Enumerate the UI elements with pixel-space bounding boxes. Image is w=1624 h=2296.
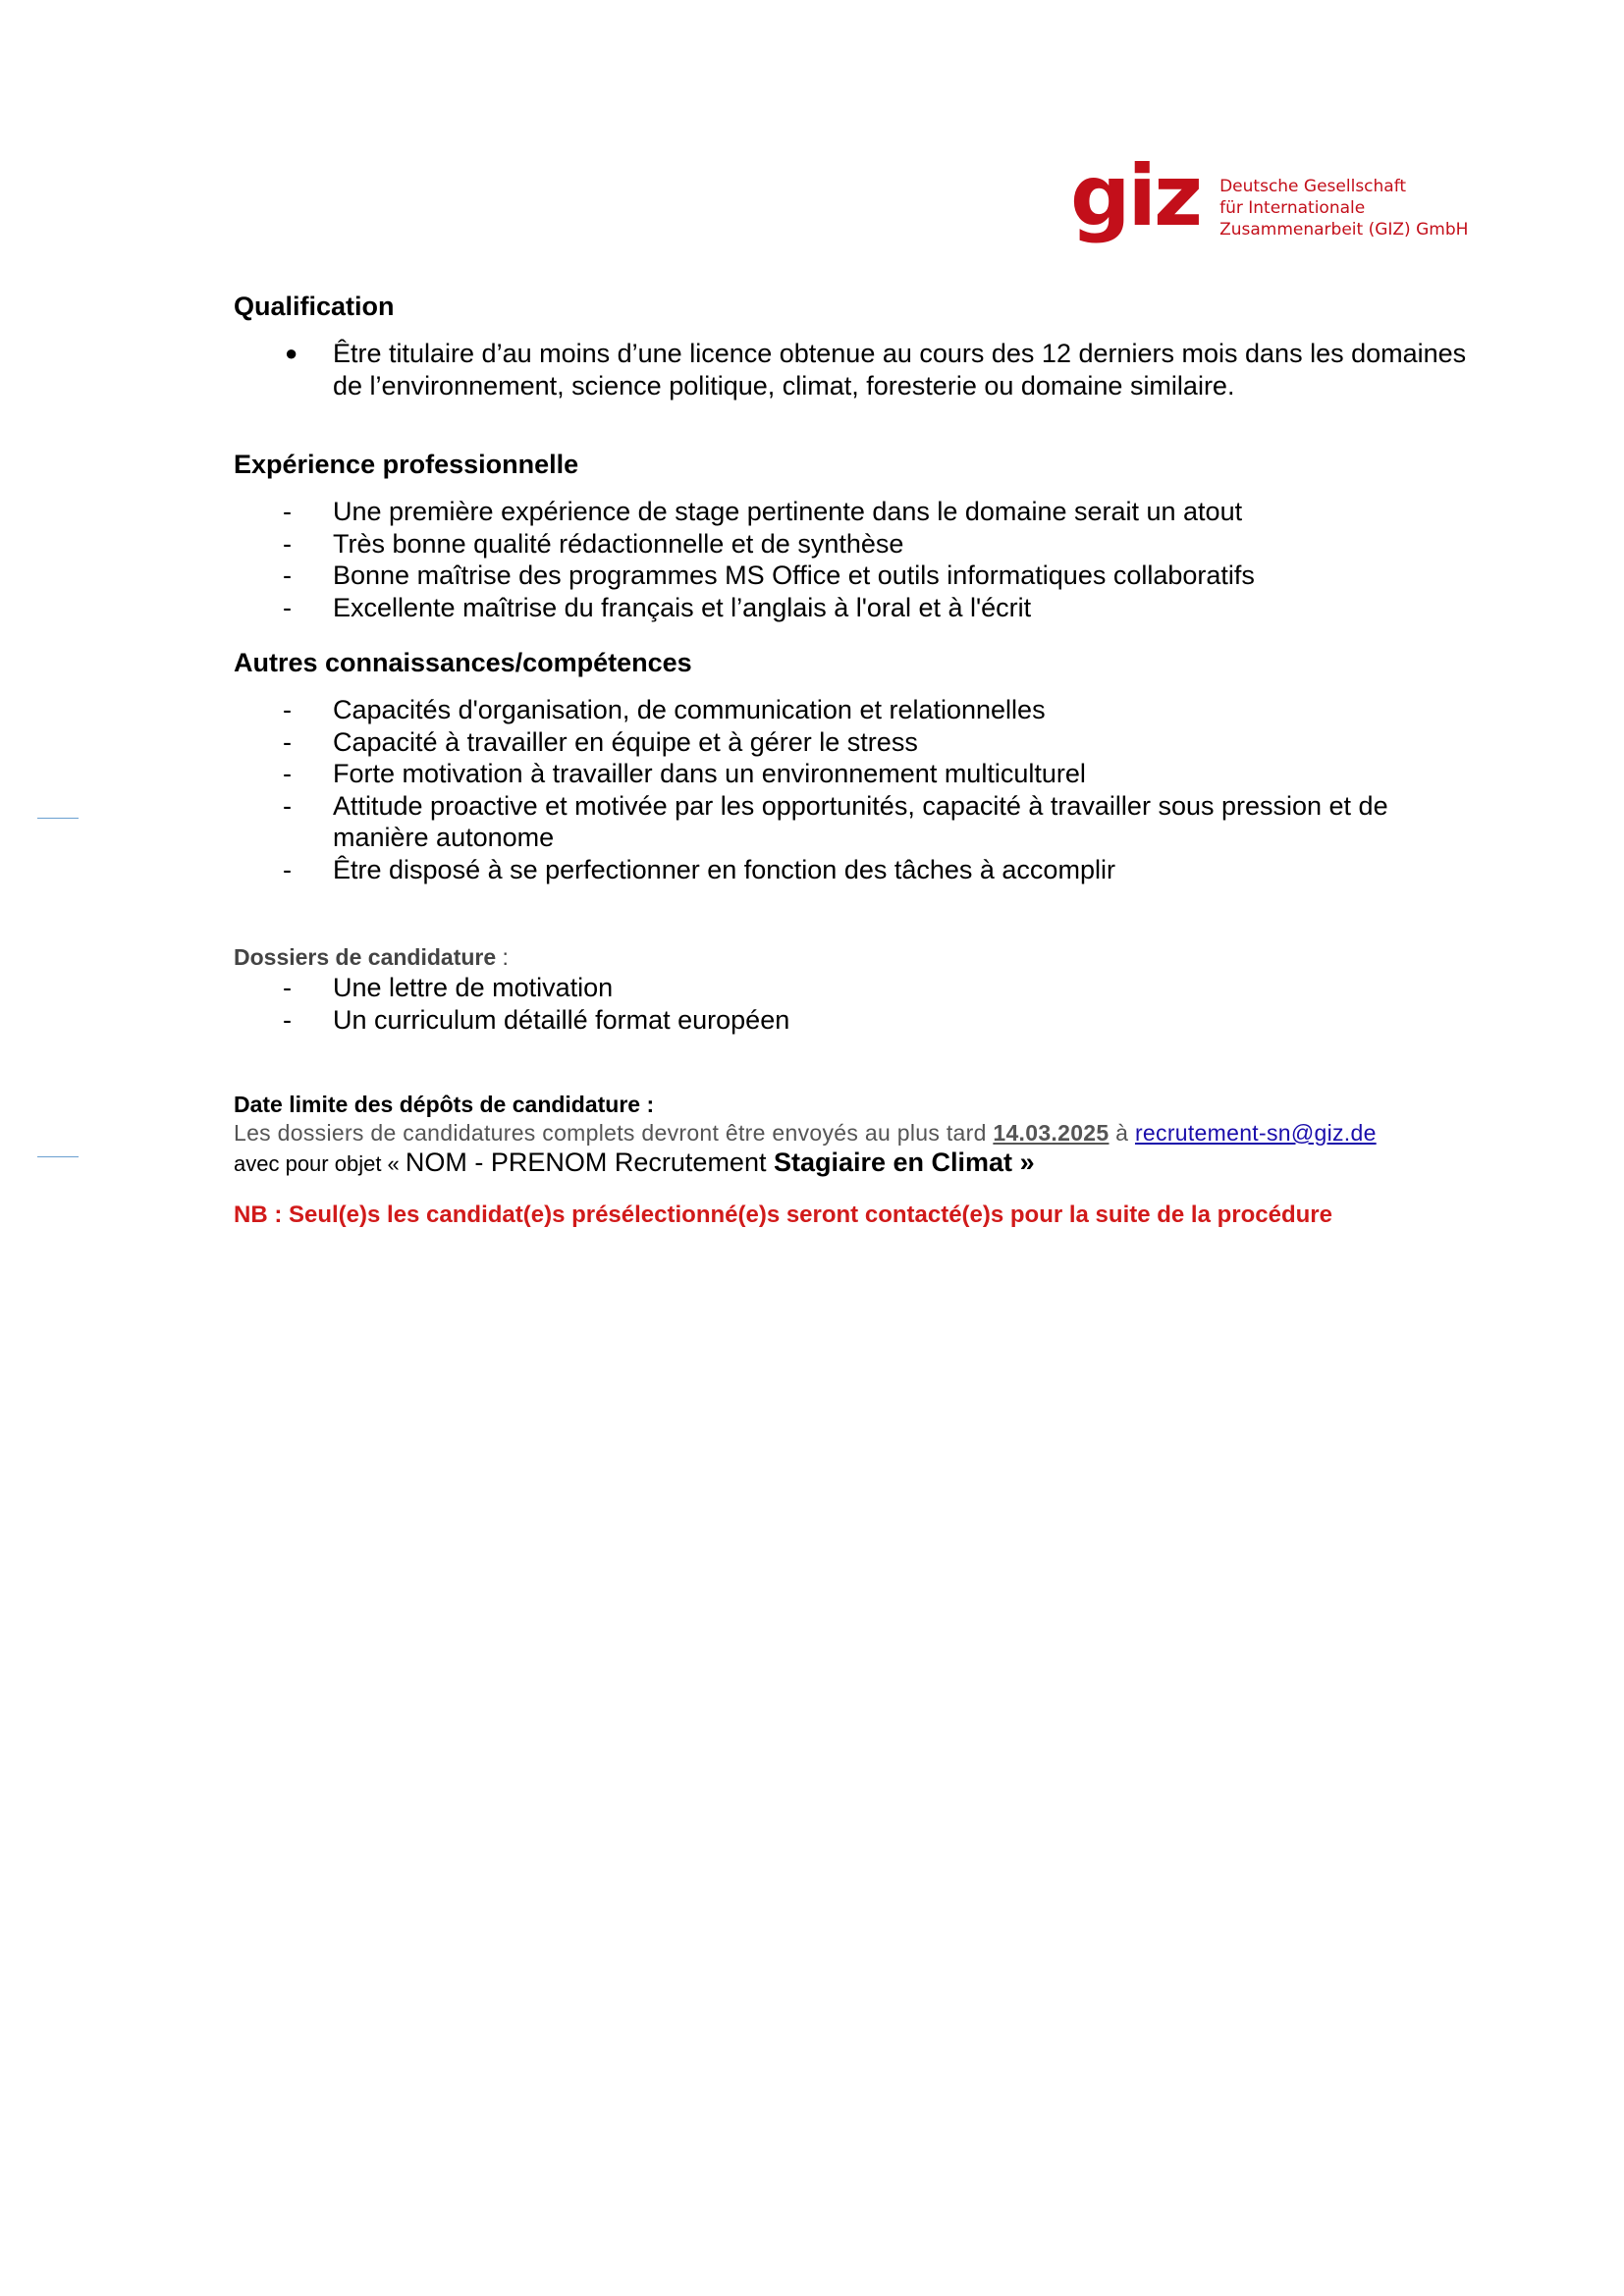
dash-icon: - (283, 726, 292, 757)
objet-line (234, 1148, 1490, 1179)
list-item (234, 560, 1490, 592)
list-item-text: Être titulaire d’au moins d’une licence obtenue au cours des 12 derniers mois dans les domaines de l’environnement, science politique, climat, foresterie ou domaine similaire. (333, 339, 1467, 400)
dash-icon: - (283, 973, 292, 1002)
logo-line-1: Deutsche Gesellschaft (1219, 177, 1407, 196)
dossiers-section (234, 942, 1490, 1036)
bullet-icon: ● (285, 341, 298, 365)
dash-icon: - (283, 1004, 292, 1035)
list-item-text: Être disposé à se perfectionner en fonction des tâches à accomplir (333, 854, 1115, 884)
dash-icon: - (283, 695, 292, 724)
dash-icon: - (283, 561, 292, 590)
dossiers-label: Dossiers de candidature (234, 944, 497, 970)
list-item (234, 758, 1490, 790)
nb-notice: NB : Seul(e)s les candidat(e)s présélectionné(e)s seront contacté(e)s pour la suite de la procédure (234, 1201, 1332, 1228)
logo-line-3: Zusammenarbeit (GIZ) GmbH (1219, 220, 1469, 240)
objet-suffix: » (1012, 1148, 1035, 1177)
list-item (234, 972, 1490, 1004)
list-item (234, 338, 1490, 401)
giz-logo (1070, 147, 1469, 245)
dossiers-heading (234, 942, 1490, 972)
giz-logo-text (1219, 176, 1468, 240)
qualification-list (234, 338, 1490, 401)
deadline-line (234, 1118, 1490, 1148)
list-item (234, 854, 1490, 886)
margin-marker (37, 818, 79, 819)
autres-heading: Autres connaissances/compétences (234, 648, 692, 677)
list-item (234, 1004, 1490, 1037)
list-item (234, 694, 1490, 726)
experience-heading: Expérience professionnelle (234, 450, 579, 479)
autres-list (234, 694, 1490, 885)
autres-section (234, 647, 1490, 885)
experience-list (234, 496, 1490, 623)
list-item (234, 790, 1490, 854)
giz-logo-mark: giz (1070, 147, 1201, 245)
dash-icon: - (283, 497, 292, 526)
list-item-text: Bonne maîtrise des programmes MS Office et outils informatiques collaboratifs (333, 561, 1255, 590)
deadline-date: 14.03.2025 (993, 1120, 1110, 1146)
dash-icon: - (283, 854, 292, 884)
deadline-mid: à (1109, 1120, 1135, 1146)
list-item-text: Capacités d'organisation, de communication et relationnelles (333, 695, 1046, 724)
list-item-text: Forte motivation à travailler dans un environnement multiculturel (333, 759, 1086, 788)
list-item-text: Une première expérience de stage pertinente dans le domaine serait un atout (333, 497, 1243, 526)
margin-marker (37, 1156, 79, 1157)
deadline-section (234, 1091, 1490, 1230)
objet-prefix: avec pour objet « (234, 1151, 406, 1176)
list-item-text: Attitude proactive et motivée par les opportunités, capacité à travailler sous pression et de manière autonome (333, 790, 1388, 852)
objet-strong: Stagiaire en Climat (773, 1148, 1013, 1177)
email-link[interactable]: recrutement-sn@giz.de (1134, 1120, 1377, 1146)
dash-icon: - (283, 790, 292, 821)
qualification-heading: Qualification (234, 292, 395, 321)
dash-icon: - (283, 528, 292, 559)
objet-main: NOM - PRENOM Recrutement (405, 1148, 774, 1177)
dossiers-colon: : (496, 944, 509, 970)
deadline-heading: Date limite des dépôts de candidature : (234, 1092, 655, 1117)
list-item-text: Très bonne qualité rédactionnelle et de synthèse (333, 528, 904, 559)
list-item-text: Une lettre de motivation (333, 973, 614, 1002)
list-item (234, 528, 1490, 561)
dash-icon: - (283, 592, 292, 622)
dash-icon: - (283, 759, 292, 788)
qualification-section (234, 291, 1490, 401)
dossiers-list (234, 972, 1490, 1036)
list-item (234, 726, 1490, 759)
list-item-text: Excellente maîtrise du français et l’anglais à l'oral et à l'écrit (333, 592, 1032, 622)
logo-line-2: für Internationale (1219, 198, 1366, 218)
deadline-prefix: Les dossiers de candidatures complets devront être envoyés au plus tard (234, 1120, 994, 1146)
experience-section (234, 449, 1490, 623)
document-body (234, 291, 1490, 1230)
list-item (234, 592, 1490, 624)
list-item (234, 496, 1490, 528)
list-item-text: Un curriculum détaillé format européen (333, 1004, 790, 1035)
list-item-text: Capacité à travailler en équipe et à gérer le stress (333, 726, 918, 757)
